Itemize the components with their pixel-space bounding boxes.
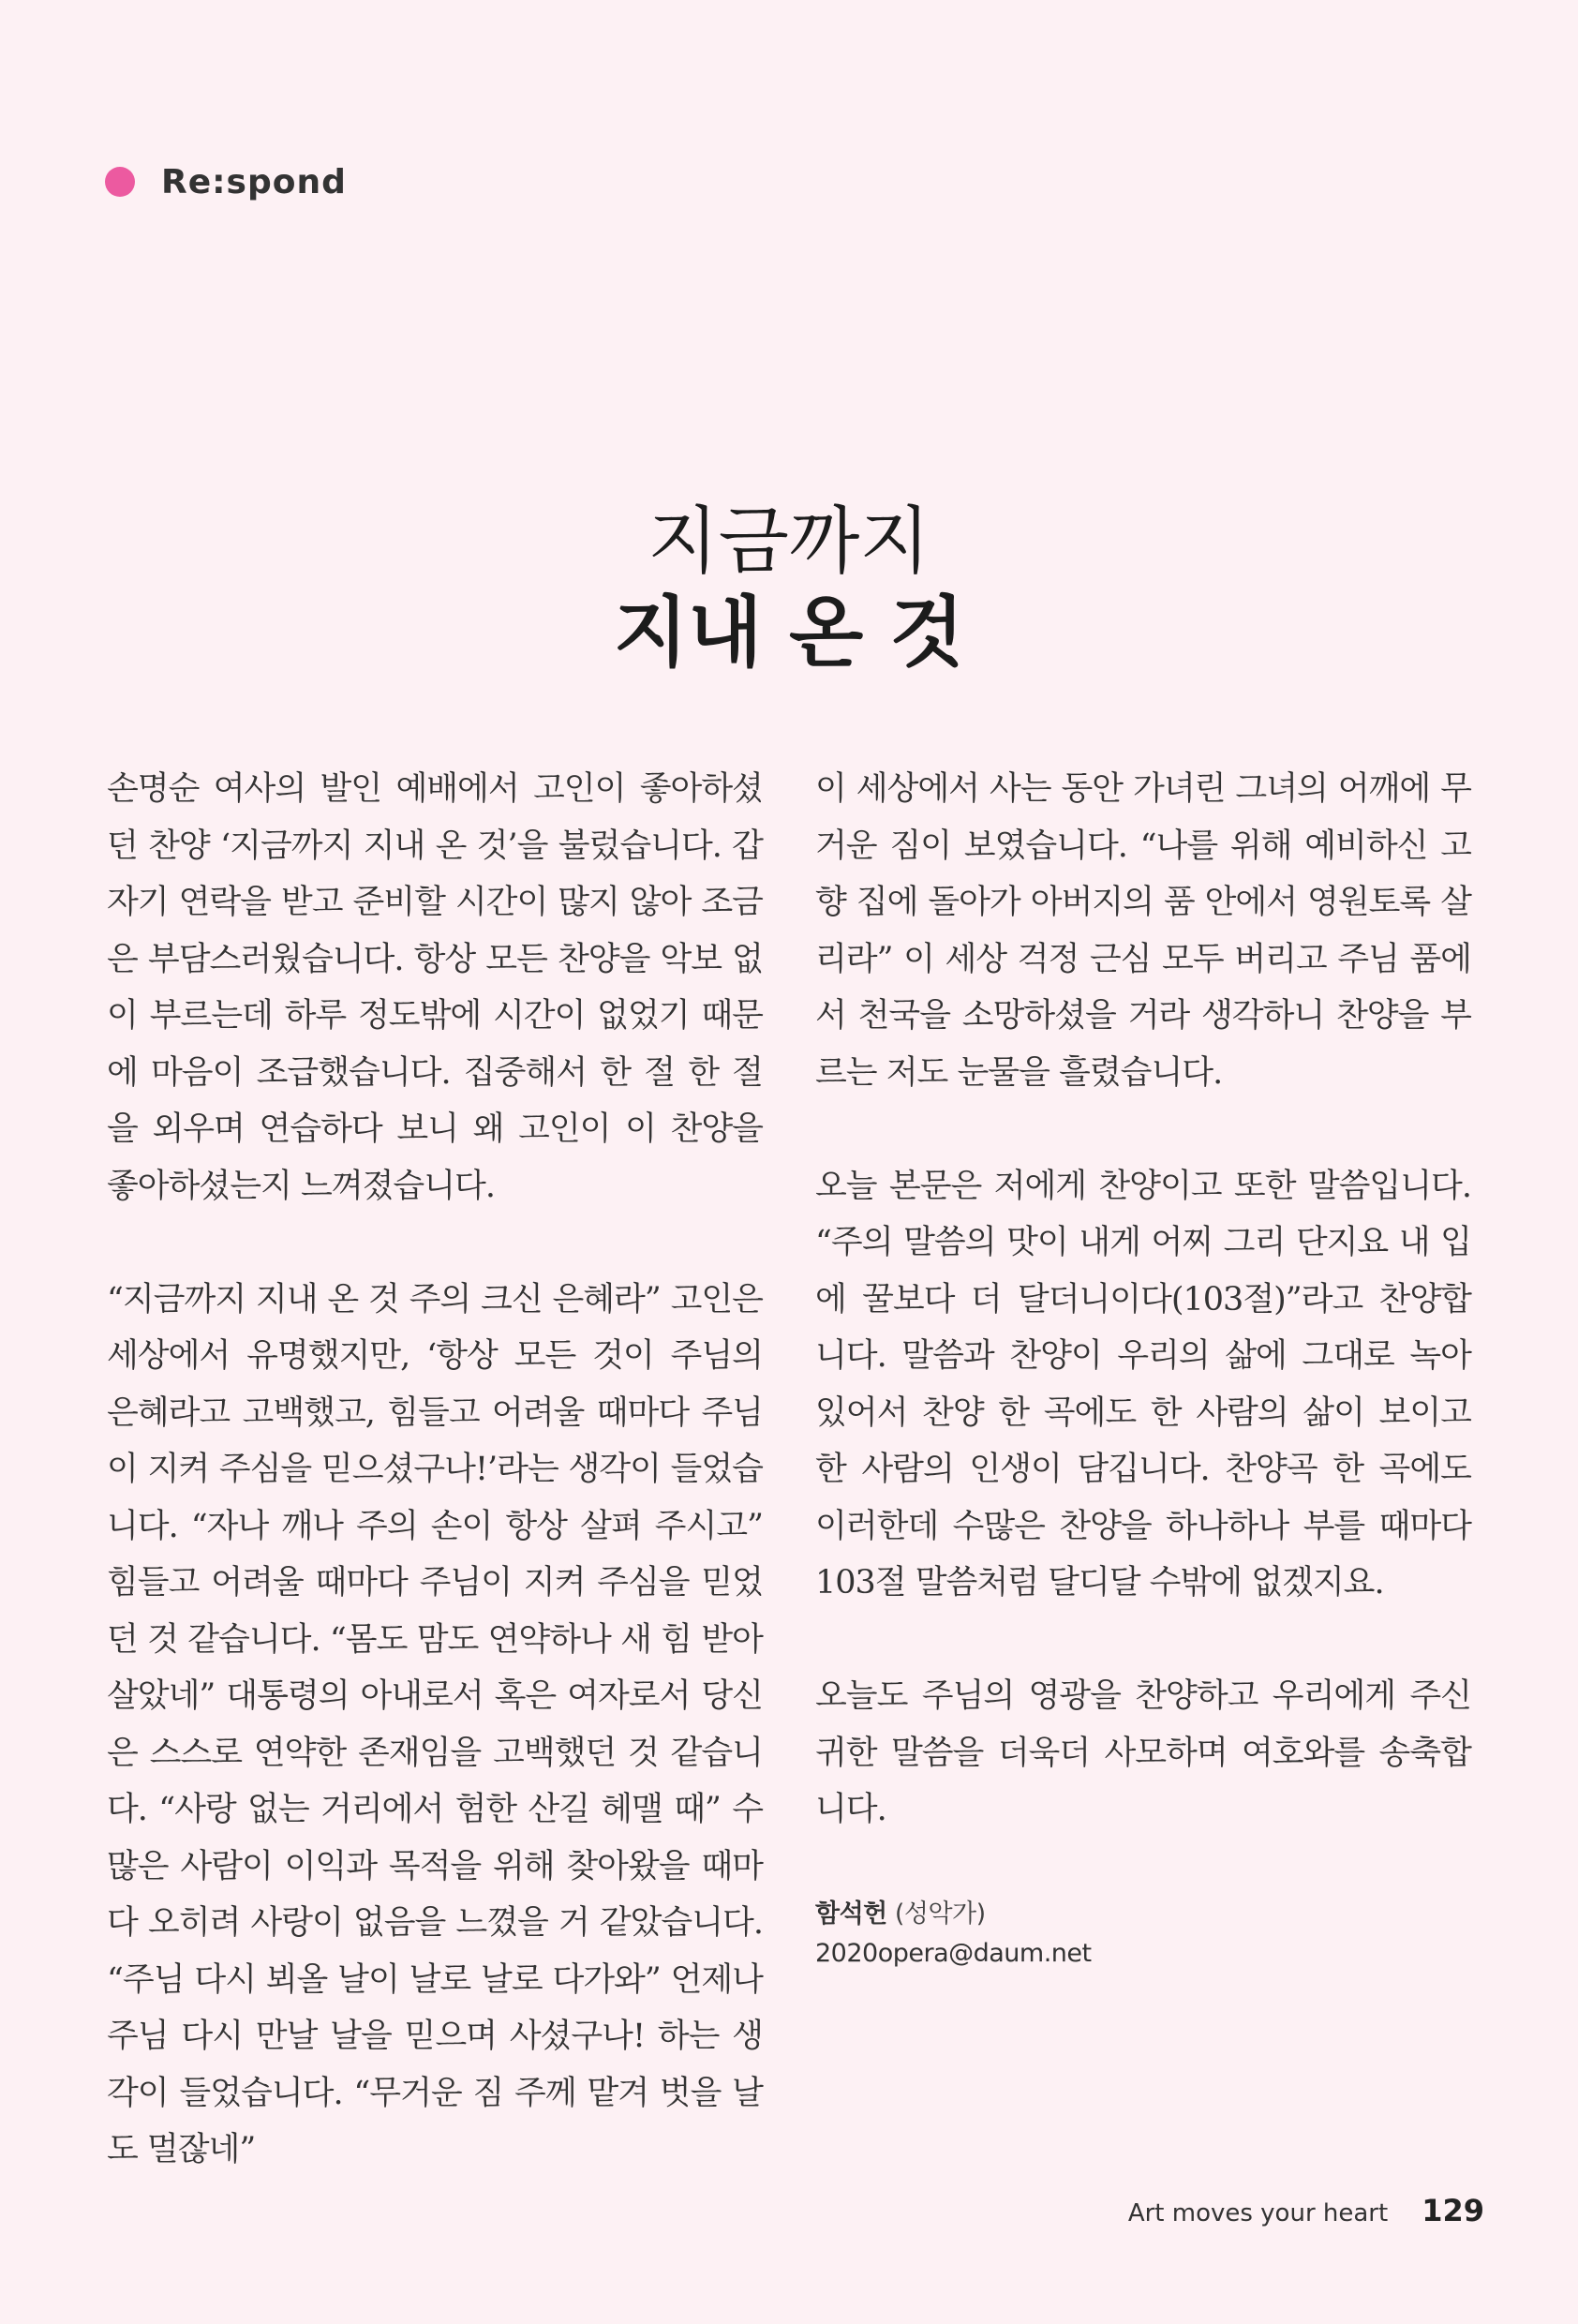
author-line xyxy=(815,1895,1471,1934)
article-title xyxy=(0,497,1578,678)
section-label: Re:spond xyxy=(161,162,347,201)
left-column xyxy=(107,761,763,2179)
right-paragraph-1: 이 세상에서 사는 동안 가녀린 그녀의 어깨에 무거운 짐이 보였습니다. “나를 위해 예비하신 고향 집에 돌아가 아버지의 품 안에서 영원토록 살리라” 이 세상 걱정 근심 모두 버리고 주님 품에서 천국을 소망하셨을 거라 생각하니 찬양을 부르는 저도 눈물을 흘렸습니다. xyxy=(815,770,1471,1092)
left-paragraph-1: 손명순 여사의 발인 예배에서 고인이 좋아하셨던 찬양 ‘지금까지 지내 온 것’을 불렀습니다. 갑자기 연락을 받고 준비할 시간이 많지 않아 조금은 부담스러웠습니다. 항상 모든 찬양을 악보 없이 부르는데 하루 정도밖에 시간이 없었기 때문에 마음이 조급했습니다. 집중해서 한 절 한 절을 외우며 연습하다 보니 왜 고인이 이 찬양을 좋아하셨는지 느껴졌습니다. xyxy=(107,770,763,1205)
article-title-line2: 지내 온 것 xyxy=(614,588,964,678)
section-tag xyxy=(105,159,347,204)
author-role: (성악가) xyxy=(894,1899,986,1929)
left-paragraph-2: “지금까지 지내 온 것 주의 크신 은혜라” 고인은 세상에서 유명했지만, ‘항상 모든 것이 주님의 은혜라고 고백했고, 힘들고 어려울 때마다 주님이 지켜 주심을 믿으셨구나!’라는 생각이 들었습니다. “자나 깨나 주의 손이 항상 살펴 주시고” 힘들고 어려울 때마다 주님이 지켜 주심을 믿었던 것 같습니다. “몸도 맘도 연약하나 새 힘 받아 살았네” 대통령의 아내로서 혹은 여자로서 당신은 스스로 연약한 존재임을 고백했던 것 같습니다. “사랑 없는 거리에서 험한 산길 헤맬 때” 수많은 사람이 이익과 목적을 위해 찾아왔을 때마다 오히려 사랑이 없음을 느꼈을 거 같았습니다. “주님 다시 뵈올 날이 날로 날로 다가와” 언제나 주님 다시 만날 날을 믿으며 사셨구나! 하는 생각이 들었습니다. “무거운 짐 주께 맡겨 벗을 날도 멀잖네” xyxy=(107,1280,763,2168)
right-paragraph-3: 오늘도 주님의 영광을 찬양하고 우리에게 주신 귀한 말씀을 더욱더 사모하며 여호와를 송축합니다. xyxy=(815,1677,1471,1828)
author-name: 함석헌 xyxy=(815,1899,887,1929)
section-dot-icon xyxy=(105,167,135,197)
author-block xyxy=(815,1895,1471,1974)
page-number: 129 xyxy=(1422,2193,1484,2228)
author-email: 2020opera@daum.net xyxy=(815,1939,1092,1968)
footer-tagline: Art moves your heart xyxy=(1127,2199,1389,2227)
right-column xyxy=(815,761,1471,1974)
right-paragraph-2: 오늘 본문은 저에게 찬양이고 또한 말씀입니다. “주의 말씀의 맛이 내게 어찌 그리 단지요 내 입에 꿀보다 더 달더니이다(103절)”라고 찬양합니다. 말씀과 찬양이 우리의 삶에 그대로 녹아 있어서 찬양 한 곡에도 한 사람의 삶이 보이고 한 사람의 인생이 담깁니다. 찬양곡 한 곡에도 이러한데 수많은 찬양을 하나하나 부를 때마다 103절 말씀처럼 달디달 수밖에 없겠지요. xyxy=(815,1167,1471,1601)
article-title-line1: 지금까지 xyxy=(648,499,930,584)
page-footer xyxy=(1128,2193,1484,2228)
